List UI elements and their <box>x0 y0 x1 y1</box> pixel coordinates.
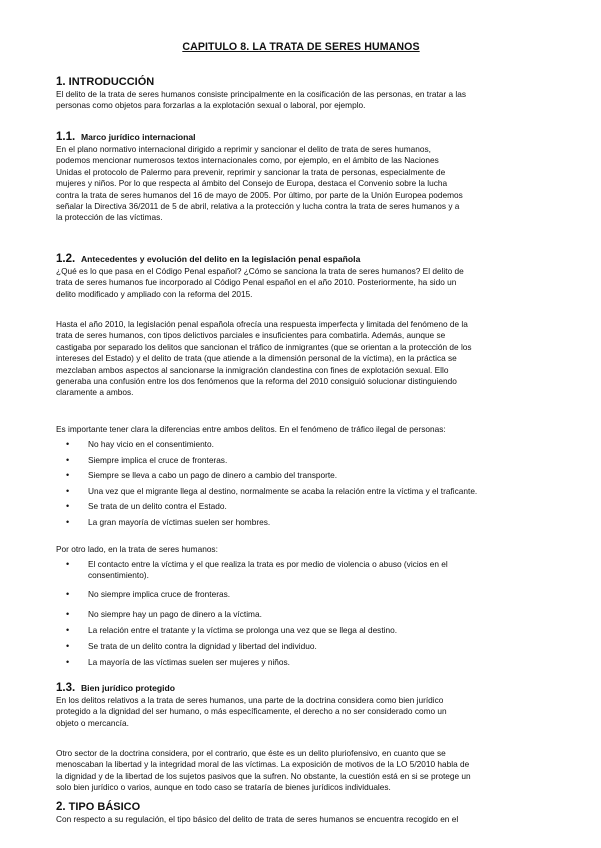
section-heading: 1. INTRODUCCIÓN <box>56 76 155 88</box>
list-item: • No siempre implica cruce de fronteras. <box>56 586 546 602</box>
subsection-heading: 1.2. Antecedentes y evolución del delito en la legislación penal española <box>56 253 361 265</box>
paragraph: En los delitos relativos a la trata de seres humanos, una parte de la doctrina considera como bien jurídico protegido a la dignidad del ser humano, o más específicamente, el derecho a no ser considerado como un objeto o mercancía. <box>56 695 447 728</box>
list-item: • No siempre hay un pago de dinero a la víctima. <box>56 606 546 622</box>
list-item: • La gran mayoría de víctimas suelen ser hombres. <box>56 515 546 531</box>
section-introduccion <box>56 76 546 112</box>
list-item: • Una vez que el migrante llega al destino, normalmente se acaba la relación entre la víctima y el traficante. <box>56 484 546 500</box>
paragraph: Por otro lado, en la trata de seres humanos: <box>56 544 218 554</box>
bullet-list-trata <box>56 557 546 582</box>
bullet-list-trata-rest <box>56 586 546 670</box>
paragraph: Es importante tener clara la diferencias entre ambos delitos. En el fenómeno de tráfico ilegal de personas: <box>56 424 446 434</box>
list-item: • Se trata de un delito contra la dignidad y libertad del individuo. <box>56 638 546 654</box>
section-tipo-basico <box>56 801 546 825</box>
list-item: • Siempre implica el cruce de fronteras. <box>56 453 546 469</box>
paragraph: Otro sector de la doctrina considera, por el contrario, que éste es un delito pluriofensivo, en cuanto que se menoscaban la libertad y la integridad moral de las víctimas. La exposición de motivos de la LO 5/2010 habla de la dignidad y de la libertad de los sujetos pasivos que la sufren. No obstante, la cuestión está en si se protege un solo bien jurídico o varios, aunque en todo caso se trataría de bienes jurídicos individuales. <box>56 748 471 793</box>
paragraph: ¿Qué es lo que pasa en el Código Penal español? ¿Cómo se sanciona la trata de seres humanos? El delito de trata de seres humanos fue incorporado al Código Penal español en el año 2010. Posteriormente, ha sido un delito modificado y ampliado con la reforma del 2015. <box>56 266 464 299</box>
paragraph: En el plano normativo internacional dirigido a reprimir y sancionar el delito de trata de seres humanos, podemos mencionar numerosos textos internacionales como, por ejemplo, en el ámbito de las Naciones Unidas el protocolo de Palermo para prevenir, reprimir y sancionar la trata de personas, especialmente de mujeres y niños. Por lo que respecta al ámbito del Consejo de Europa, destaca el Convenio sobre la lucha contra la trata de seres humanos del 16 de mayo de 2005. Por último, por parte de la Unión Europea podemos señalar la Directiva 36/2011 de 5 de abril, relativa a la protección y lucha contra la trata de seres humanos y a la protección de las víctimas. <box>56 144 463 223</box>
subsection-heading: 1.1. Marco jurídico internacional <box>56 131 196 143</box>
section-marco-juridico <box>56 131 546 224</box>
section-heading: 2. TIPO BÁSICO <box>56 801 141 813</box>
list-item: • La mayoría de las víctimas suelen ser mujeres y niños. <box>56 654 546 670</box>
bullet-icon: • <box>66 589 70 599</box>
chapter-title: CAPITULO 8. LA TRATA DE SERES HUMANOS <box>182 41 420 53</box>
subsection-heading: 1.3. Bien jurídico protegido <box>56 682 176 694</box>
list-item: • El contacto entre la víctima y el que realiza la trata es por medio de violencia o abuso (vicios en el consentimiento). <box>66 559 448 581</box>
bullet-icon: • <box>66 439 70 449</box>
list-item: • No hay vicio en el consentimiento. <box>56 437 546 453</box>
bullet-icon: • <box>66 454 70 465</box>
bullet-icon: • <box>66 470 70 480</box>
section-antecedentes <box>56 253 546 300</box>
bullet-icon: • <box>66 485 70 496</box>
bullet-icon: • <box>66 625 70 635</box>
bullet-icon: • <box>66 559 70 569</box>
bullet-icon: • <box>66 516 70 527</box>
section-bien-juridico <box>56 682 546 729</box>
list-item: • La relación entre el tratante y la víctima se prolonga una vez que se llega al destino. <box>56 622 546 638</box>
bullet-icon: • <box>66 657 70 667</box>
paragraph: Hasta el año 2010, la legislación penal española ofrecía una respuesta imperfecta y limitada del fenómeno de la trata de seres humanos, con tipos delictivos parciales e insuficientes para combatirla. Además, aunque se castigaba por separado los delitos que sancionan el tráfico de inmigrantes (que se orientan a la protección de los intereses del Estado) y el delito de trata (que atiende a la dimensión personal de la víctima), en la práctica se mezclaban ambos aspectos al sancionarse la inmigración clandestina con fines de explotación sexual. Ello generaba una confusión entre los dos fenómenos que la reforma del 2010 consiguió solucionar distinguiendo claramente a ambos. <box>56 319 472 398</box>
list-item: • Se trata de un delito contra el Estado. <box>56 499 546 515</box>
paragraph: El delito de la trata de seres humanos consiste principalmente en la cosificación de las personas, en tratar a las personas como objetos para forzarlas a la explotación sexual o laboral, por ejemplo. <box>56 89 466 111</box>
paragraph: Con respecto a su regulación, el tipo básico del delito de trata de seres humanos se encuentra recogido en el <box>56 814 459 824</box>
bullet-list-trafico <box>56 437 546 530</box>
bullet-icon: • <box>66 641 70 651</box>
list-item: • Siempre se lleva a cabo un pago de dinero a cambio del transporte. <box>56 468 546 484</box>
bullet-icon: • <box>66 609 70 619</box>
bullet-icon: • <box>66 501 70 511</box>
